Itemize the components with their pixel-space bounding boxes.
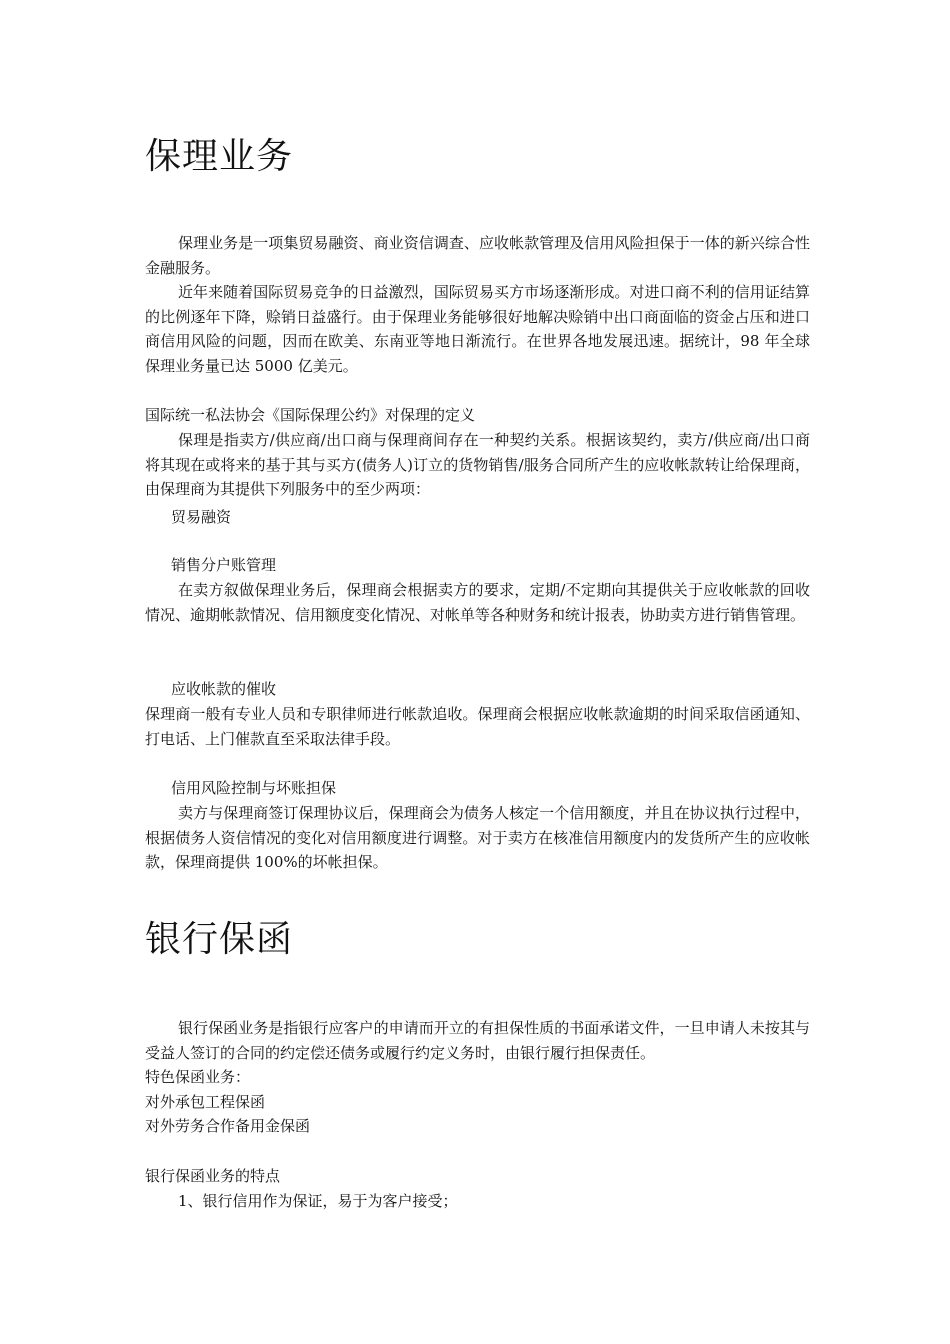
factoring-intro-paragraph: 保理业务是一项集贸易融资、商业资信调查、应收帐款管理及信用风险担保于一体的新兴综合性金融服务。	[145, 234, 810, 277]
bank-guarantee-intro-paragraph: 银行保函业务是指银行应客户的申请而开立的有担保性质的书面承诺文件，一旦申请人未按其与受益人签订的合同的约定偿还债务或履行约定义务时，由银行履行担保责任。	[145, 1019, 810, 1062]
definition-heading: 国际统一私法协会《国际保理公约》对保理的定义	[145, 406, 476, 424]
service-ledger-title: 销售分户账管理	[171, 556, 277, 574]
service-ledger-paragraph: 在卖方叙做保理业务后，保理商会根据卖方的要求，定期/不定期向其提供关于应收帐款的回收情况、逾期帐款情况、信用额度变化情况、对帐单等各种财务和统计报表，协助卖方进行销售管理。	[145, 581, 810, 624]
guarantee-feature-item: 1、银行信用作为保证，易于为客户接受；	[178, 1192, 458, 1210]
featured-guarantee-item: 对外劳务合作备用金保函	[145, 1117, 311, 1135]
service-credit-risk-title: 信用风险控制与坏账担保	[171, 779, 337, 797]
definition-paragraph: 保理是指卖方/供应商/出口商与保理商间存在一种契约关系。根据该契约，卖方/供应商/出口商将其现在或将来的基于其与买方(债务人)订立的货物销售/服务合同所产生的应收帐款转让给保理商，由保理商为其提供下列服务中的至少两项：	[145, 431, 810, 498]
section-title-factoring: 保理业务	[145, 136, 294, 177]
section-title-bank-guarantee: 银行保函	[145, 919, 294, 960]
factoring-background-paragraph: 近年来随着国际贸易竞争的日益激烈，国际贸易买方市场逐渐形成。对进口商不利的信用证结算的比例逐年下降，赊销日益盛行。由于保理业务能够很好地解决赊销中出口商面临的资金占压和进口商信用风险的问题，因而在欧美、东南亚等地日渐流行。在世界各地发展迅速。据统计，98 年全球保理业务量已达 5000 亿美元。	[145, 283, 810, 375]
service-collection-paragraph: 保理商一般有专业人员和专职律师进行帐款追收。保理商会根据应收帐款逾期的时间采取信函通知、打电话、上门催款直至采取法律手段。	[145, 705, 810, 748]
service-credit-risk-paragraph: 卖方与保理商签订保理协议后，保理商会为债务人核定一个信用额度，并且在协议执行过程中，根据债务人资信情况的变化对信用额度进行调整。对于卖方在核准信用额度内的发货所产生的应收帐款，保理商提供 100%的坏帐担保。	[145, 804, 810, 871]
service-trade-finance-title: 贸易融资	[171, 508, 232, 526]
featured-guarantee-item: 对外承包工程保函	[145, 1093, 266, 1111]
featured-guarantee-heading: 特色保函业务：	[145, 1068, 251, 1086]
service-collection-title: 应收帐款的催收	[171, 680, 277, 698]
guarantee-features-heading: 银行保函业务的特点	[145, 1167, 281, 1185]
